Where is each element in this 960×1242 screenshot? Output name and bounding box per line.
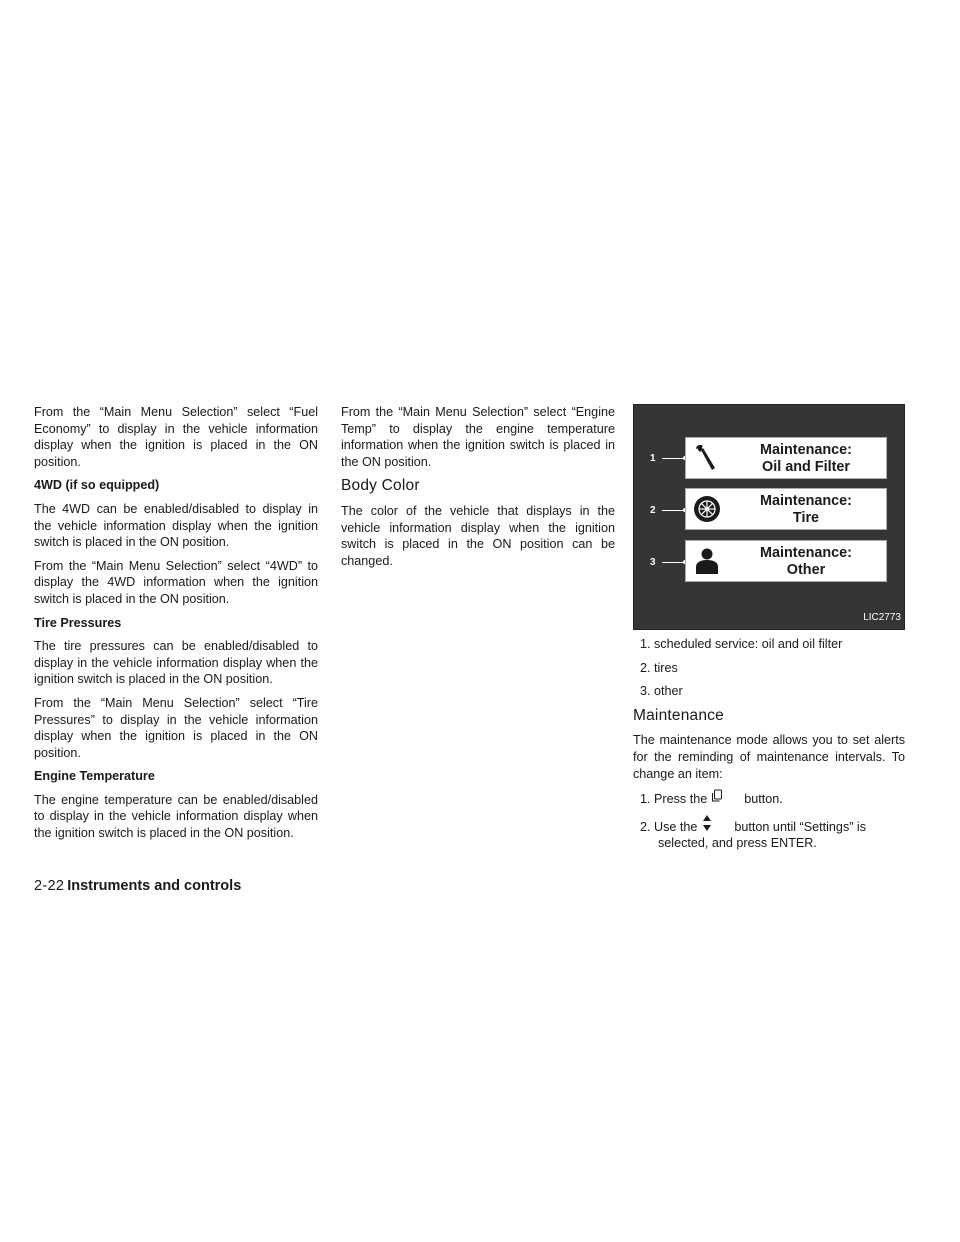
person-icon [691,545,723,577]
wrench-icon [691,442,723,474]
maintenance-steps [633,789,905,852]
fuel-economy-paragraph: From the “Main Menu Selection” select “Fuel Economy” to display in the vehicle information display when the ignition is placed in the ON position. [34,405,318,469]
maintenance-intro: The maintenance mode allows you to set alerts for the reminding of maintenance intervals. To change an item: [633,733,905,781]
panel-tire-line1: Maintenance: [760,493,852,509]
step-1-text-post: button. [744,792,783,807]
engine-paragraph-2: From the “Main Menu Selection” select “Engine Temp” to display the engine temperature information when the ignition switch is placed in the ON position. [341,405,615,469]
callout-1: 1 [650,453,656,464]
tire-paragraph-2: From the “Main Menu Selection” select “Tire Pressures” to display in the vehicle information display when the ignition is placed in the ON position. [34,695,318,760]
menu-button-icon [711,789,741,808]
panel-other [685,540,887,582]
step-2 [633,815,905,852]
heading-tire-pressures: Tire Pressures [34,615,122,630]
tire-paragraph-1: The tire pressures can be enabled/disabled to display in the vehicle information display when the ignition switch is placed in the ON position. [34,639,318,687]
step-2-text-post: button until “Settings” is selected, and press ENTER. [658,819,867,851]
column-middle [341,404,615,576]
figure-code: LIC2773 [863,612,901,624]
step-2-text-pre: Use the [654,819,698,834]
panel-oil-filter-line1: Maintenance: [760,442,852,458]
legend-item-2: 2. tires [640,660,678,675]
step-1-text-pre: Press the [654,792,708,807]
legend-item-1: 1. scheduled service: oil and oil filter [640,637,843,651]
panel-other-text [730,545,882,579]
column-right [633,404,905,859]
callout-2: 2 [650,505,656,516]
legend-item-3: 3. other [640,684,683,699]
4wd-paragraph-1: The 4WD can be enabled/disabled to display in the vehicle information display when the ignition switch is placed in the ON position. [34,501,318,550]
page-footer [34,877,241,895]
heading-engine-temperature: Engine Temperature [34,769,155,784]
panel-oil-filter-line2: Oil and Filter [762,459,850,475]
section-title: Instruments and controls [67,878,242,894]
figure-legend [633,636,905,700]
4wd-paragraph-2: From the “Main Menu Selection” select “4WD” to display the 4WD information when the ignition switch is placed in the ON position. [34,558,318,606]
step-1-number: 1. [640,792,651,807]
panel-oil-filter-text [730,442,882,476]
tire-icon [691,493,723,525]
heading-4wd: 4WD (if so equipped) [34,478,160,493]
maintenance-figure [633,404,905,630]
panel-tire-text [730,493,882,527]
step-1 [633,789,905,808]
panel-tire-line2: Tire [792,510,820,526]
callout-3: 3 [650,557,656,568]
column-left [34,404,318,849]
panel-other-line1: Maintenance: [760,545,852,561]
up-down-arrows-icon [701,815,731,836]
panel-tire [685,488,887,530]
panel-oil-filter [685,437,887,479]
page-number: 2-22 [34,878,65,894]
panel-other-line2: Other [786,562,826,578]
heading-body-color: Body Color [341,477,420,495]
heading-maintenance: Maintenance [633,706,724,724]
engine-paragraph-1: The engine temperature can be enabled/disabled to display in the vehicle information display when the ignition switch is placed in the ON position. [34,792,318,841]
body-color-paragraph: The color of the vehicle that displays in the vehicle information display when the ignition switch is placed in the ON position can be changed. [341,503,615,568]
step-2-number: 2. [640,819,651,834]
